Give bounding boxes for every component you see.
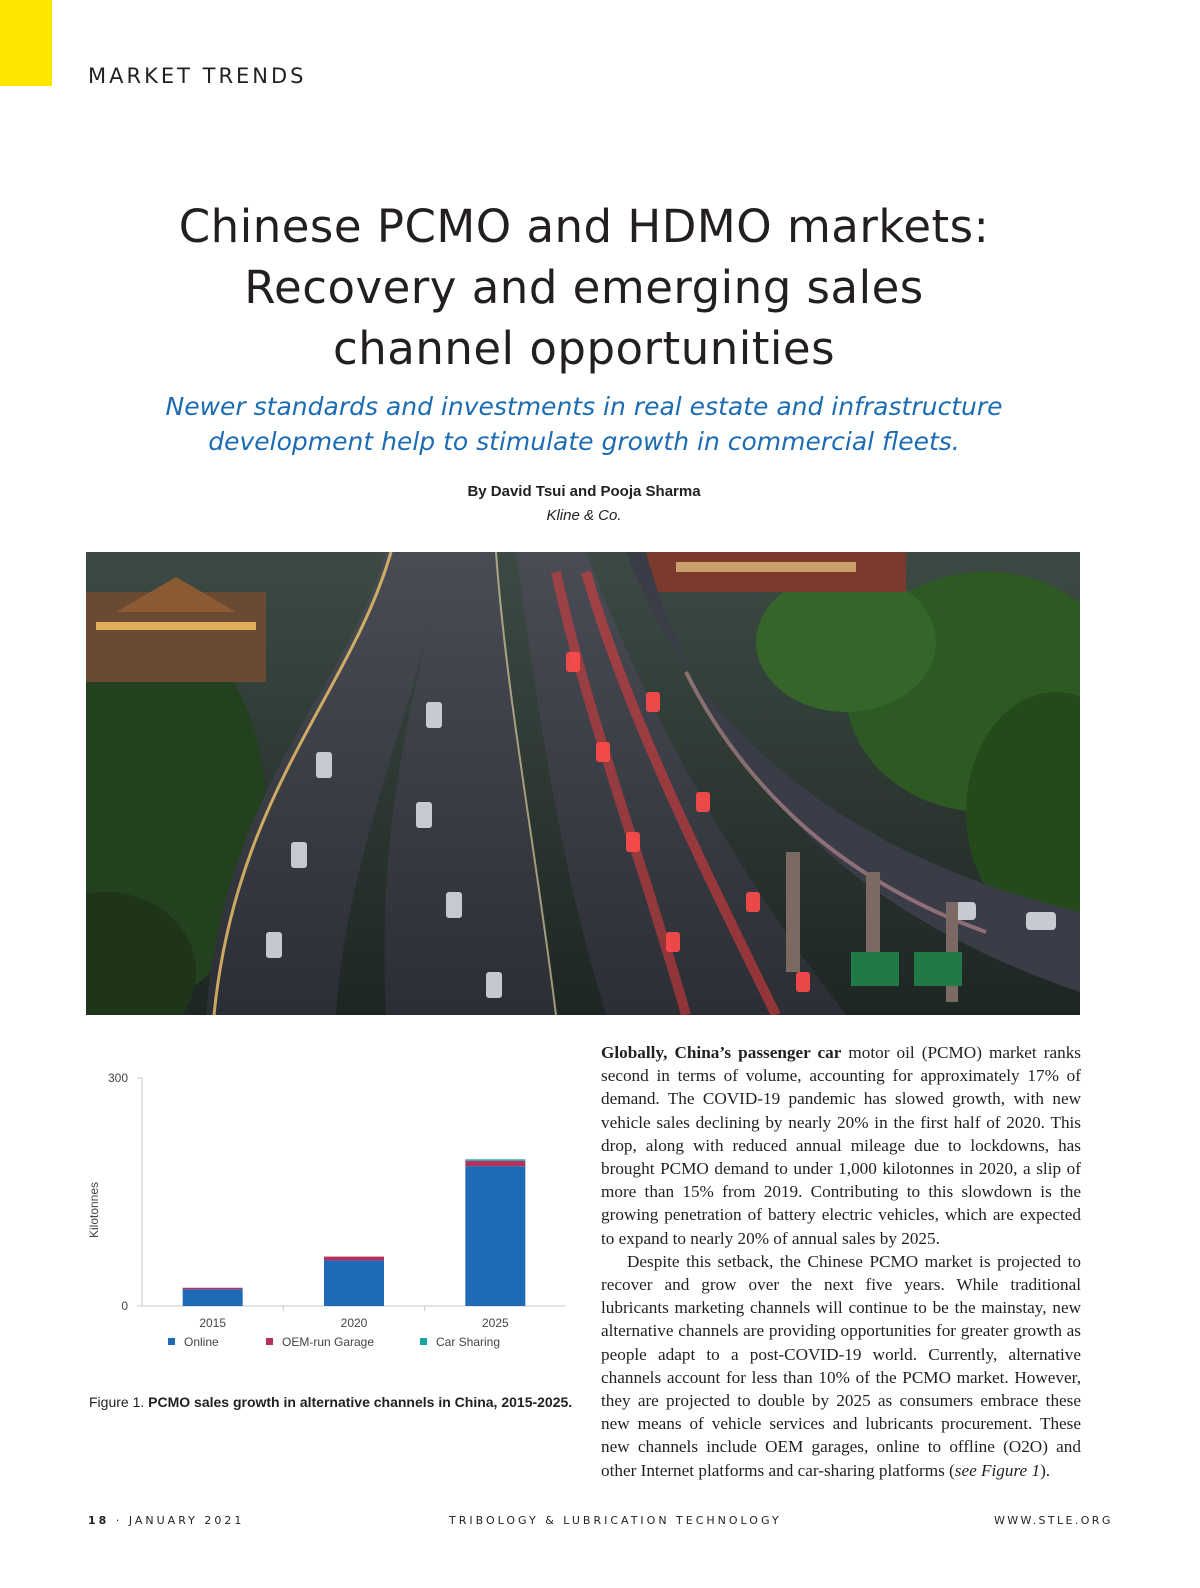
byline: By David Tsui and Pooja Sharma (467, 483, 701, 500)
publication-name: TRIBOLOGY & LUBRICATION TECHNOLOGY (449, 1514, 782, 1527)
highway-traffic-illustration (86, 552, 1080, 1015)
section-label: MARKET TRENDS (88, 64, 307, 88)
bar-segment-car-sharing (465, 1159, 525, 1161)
body-paragraph (601, 1041, 1081, 1250)
lead-in: Globally, China’s passenger car (601, 1043, 842, 1062)
figure-reference: see Figure 1 (954, 1460, 1041, 1480)
x-tick-label: 2025 (481, 1316, 509, 1330)
bar-segment-oem-run-garage (465, 1161, 525, 1166)
section-color-tab (0, 0, 52, 86)
y-tick-label: 0 (121, 1299, 128, 1313)
legend-label: OEM-run Garage (282, 1335, 375, 1349)
legend-swatch (266, 1338, 273, 1345)
deck-line: development help to stimulate growth in commercial fleets. (208, 427, 960, 456)
legend-label: Online (184, 1335, 219, 1349)
page-number: 18 (88, 1514, 110, 1527)
legend-label: Car Sharing (436, 1335, 501, 1349)
caption-prefix: Figure 1. (89, 1394, 145, 1410)
body-paragraph (601, 1250, 1081, 1482)
bar-segment-online (324, 1260, 384, 1306)
deck-line: Newer standards and investments in real estate and infrastructure (165, 392, 1003, 421)
paragraph-text: Despite this setback, the Chinese PCMO market is projected to recover and grow over the next five years. While traditional lubricants marketing channels will continue to be the mainstay, new alternative channels are providing opportunities for greater growth as people adapt to a post-COVID-19 world. Currently, alternative channels account for less than 10% of the PCMO market. However, they are projected to double by 2025 as consumers embrace these new means of vehicle services and lubricants procurement. These new channels include OEM garages, online to offline (O2O) and other Internet platforms and car-sharing platforms ( (601, 1251, 1081, 1480)
chart-legend (168, 1335, 500, 1349)
paragraph-text: motor oil (PCMO) market ranks second in terms of volume, accounting for approximately 17% of demand. The COVID-19 pandemic has slowed growth, with new vehicle sales declining by nearly 20% in the first half of 2020. This drop, along with reduced annual mileage due to lockdowns, has brought PCMO demand to under 1,000 kilotonnes in 2020, a slip of more than 15% from 2019. Contributing to this slowdown is the growing penetration of battery electric vehicles, which are expected to expand to nearly 20% of annual sales by 2025. (601, 1043, 1081, 1248)
bar-segment-online (465, 1166, 525, 1306)
issue-date: JANUARY 2021 (128, 1514, 245, 1527)
bar-segment-online (183, 1289, 243, 1306)
highway-traffic-photo (86, 552, 1080, 1015)
article-deck (90, 389, 1078, 459)
stacked-bar-chart (86, 1060, 576, 1370)
figure-caption (89, 1394, 589, 1410)
paragraph-end: ). (1040, 1460, 1051, 1480)
legend-swatch (168, 1338, 175, 1345)
bar-segment-oem-run-garage (183, 1288, 243, 1290)
article-headline (100, 196, 1068, 379)
x-tick-label: 2020 (340, 1316, 368, 1330)
headline-line: channel opportunities (332, 322, 836, 375)
bar-segment-oem-run-garage (324, 1257, 384, 1261)
x-tick-label: 2015 (199, 1316, 227, 1330)
caption-title: PCMO sales growth in alternative channels in China, 2015-2025. (148, 1394, 573, 1410)
article-body (601, 1041, 1081, 1482)
y-axis-label: Kilotonnes (87, 1181, 101, 1239)
y-tick-label: 300 (107, 1071, 128, 1085)
headline-line: Recovery and emerging sales (244, 261, 924, 314)
legend-swatch (420, 1338, 427, 1345)
x-ticks (199, 1306, 509, 1330)
y-ticks (108, 1071, 142, 1313)
footer-separator: · (115, 1514, 123, 1527)
bars (183, 1159, 526, 1306)
footer-page-info (88, 1514, 244, 1527)
figure-1-chart (86, 1060, 576, 1370)
headline-line: Chinese PCMO and HDMO markets: (178, 200, 990, 253)
publication-website: WWW.STLE.ORG (994, 1514, 1113, 1527)
author-affiliation: Kline & Co. (546, 507, 622, 524)
